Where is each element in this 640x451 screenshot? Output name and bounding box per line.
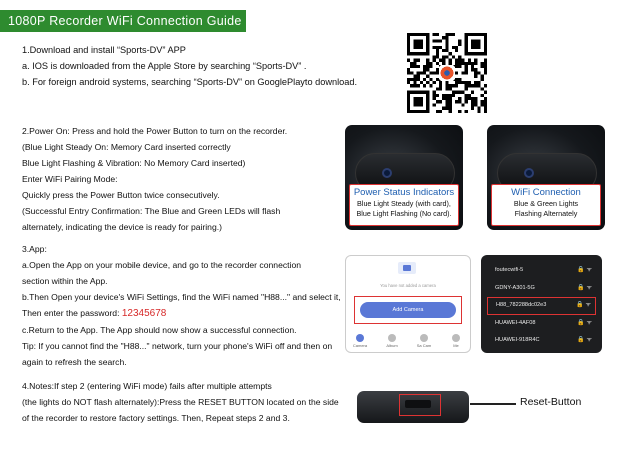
wifi-network-item[interactable]: HUAWEI-918R4C 🔒 ᯤ — [487, 332, 596, 350]
guide-title: 1080P Recorder WiFi Connection Guide — [0, 10, 246, 32]
lock-wifi-icon: 🔒 ᯤ — [577, 337, 592, 343]
power-status-line2: Blue Light Flashing (No card). — [356, 208, 452, 218]
wifi-connection-heading: WiFi Connection — [511, 187, 581, 198]
app-empty-hint: You have not added a camera — [380, 283, 436, 288]
step4-section — [22, 378, 339, 426]
step1-line2: a. IOS is downloaded from the Apple Store by searching “Sports-DV” . — [22, 61, 307, 71]
power-status-heading: Power Status Indicators — [353, 187, 455, 198]
reset-button-label: Reset-Button — [520, 396, 582, 408]
power-status-line1: Blue Light Steady (with card), — [357, 199, 451, 208]
step2-line: (Successful Entry Confirmation: The Blue and Green LEDs will flash — [22, 206, 281, 216]
album-tab-icon — [388, 334, 396, 342]
wifi-password: 12345678 — [121, 308, 167, 319]
step3-tip: again to refresh the search. — [22, 357, 127, 367]
step2-line: alternately, indicating the device is ready for pairing.) — [22, 222, 222, 232]
step2-line: Enter WiFi Pairing Mode: — [22, 174, 118, 184]
camera-illustration-icon — [392, 260, 422, 278]
lock-wifi-icon: 🔒 ᯤ — [577, 267, 592, 273]
step2-line: Blue Light Flashing & Vibration: No Memory Card inserted) — [22, 158, 246, 168]
step4-line: of the recorder to restore factory settings. Then, Repeat steps 2 and 3. — [22, 413, 290, 423]
lock-wifi-icon: 🔒 ᯤ — [577, 284, 592, 291]
wifi-list-screenshot — [481, 255, 602, 353]
wifi-network-item[interactable]: GDNY-A301-5G 🔒 ᯤ — [487, 280, 596, 298]
camera-tab-icon — [356, 334, 364, 342]
step3-line: section within the App. — [22, 276, 108, 286]
tab-album[interactable]: Album — [382, 334, 402, 348]
wifi-connection-label — [491, 184, 601, 226]
step1-section — [22, 42, 357, 90]
app-tab-bar — [350, 334, 466, 348]
step4-line: 4.Notes:If step 2 (entering WiFi mode) fails after multiple attempts — [22, 381, 272, 391]
app-screenshot — [345, 255, 471, 353]
sa-cam-tab-icon — [420, 334, 428, 342]
step2-section — [22, 123, 287, 235]
step3-tip: Tip: If you cannot find the "H88..." network, turn your phone's WiFi off and then on — [22, 341, 333, 351]
qr-code — [407, 33, 487, 113]
reset-button-highlight — [399, 394, 441, 416]
step1-line1: 1.Download and install “Sports-DV” APP — [22, 45, 186, 55]
password-prefix: Then enter the password: — [22, 308, 122, 318]
wifi-connection-line1: Blue & Green Lights — [513, 199, 579, 208]
lock-wifi-icon: 🔒 ᯤ — [576, 302, 591, 308]
power-status-label — [349, 184, 459, 226]
add-camera-button[interactable]: Add Camera — [360, 302, 456, 318]
step3-heading: 3.App: — [22, 244, 47, 254]
step3-section — [22, 241, 341, 370]
wifi-connection-line2: Flashing Alternately — [514, 208, 578, 218]
me-tab-icon — [452, 334, 460, 342]
step3-password-line — [22, 305, 341, 322]
step2-line: Quickly press the Power Button twice consecutively. — [22, 190, 220, 200]
wifi-network-item[interactable]: HUAWEI-4AF08 🔒 ᯤ — [487, 315, 596, 333]
step4-line: (the lights do NOT flash alternately):Press the RESET BUTTON located on the side — [22, 397, 339, 407]
wifi-connection-card — [487, 125, 605, 230]
step3-line: a.Open the App on your mobile device, and go to the recorder connection — [22, 260, 302, 270]
wifi-network-item-selected[interactable]: H88_782288dc02e3 🔒 ᯤ — [487, 297, 596, 315]
camera-lens-icon — [524, 168, 534, 178]
step3-line: b.Then Open your device's WiFi Settings, find the WiFi named "H88..." and select it, — [22, 292, 341, 302]
reset-pointer-line — [470, 403, 516, 405]
lock-wifi-icon: 🔒 ᯤ — [577, 319, 592, 326]
wifi-network-item[interactable]: foutecwifi-5 🔒 ᯤ — [487, 262, 596, 280]
tab-sa-cam[interactable]: Sa Cam — [414, 334, 434, 348]
step1-line3: b. For foreign android systems, searching “Sports-DV” on GooglePlayto download. — [22, 77, 357, 87]
step3-line: c.Return to the App. The App should now show a successful connection. — [22, 325, 297, 335]
tab-me[interactable]: Me — [446, 334, 466, 348]
step2-line: (Blue Light Steady On: Memory Card inserted correctly — [22, 142, 231, 152]
camera-lens-icon — [382, 168, 392, 178]
step2-line: 2.Power On: Press and hold the Power Button to turn on the recorder. — [22, 126, 288, 136]
power-status-card — [345, 125, 463, 230]
tab-camera[interactable]: Camera — [350, 334, 370, 348]
